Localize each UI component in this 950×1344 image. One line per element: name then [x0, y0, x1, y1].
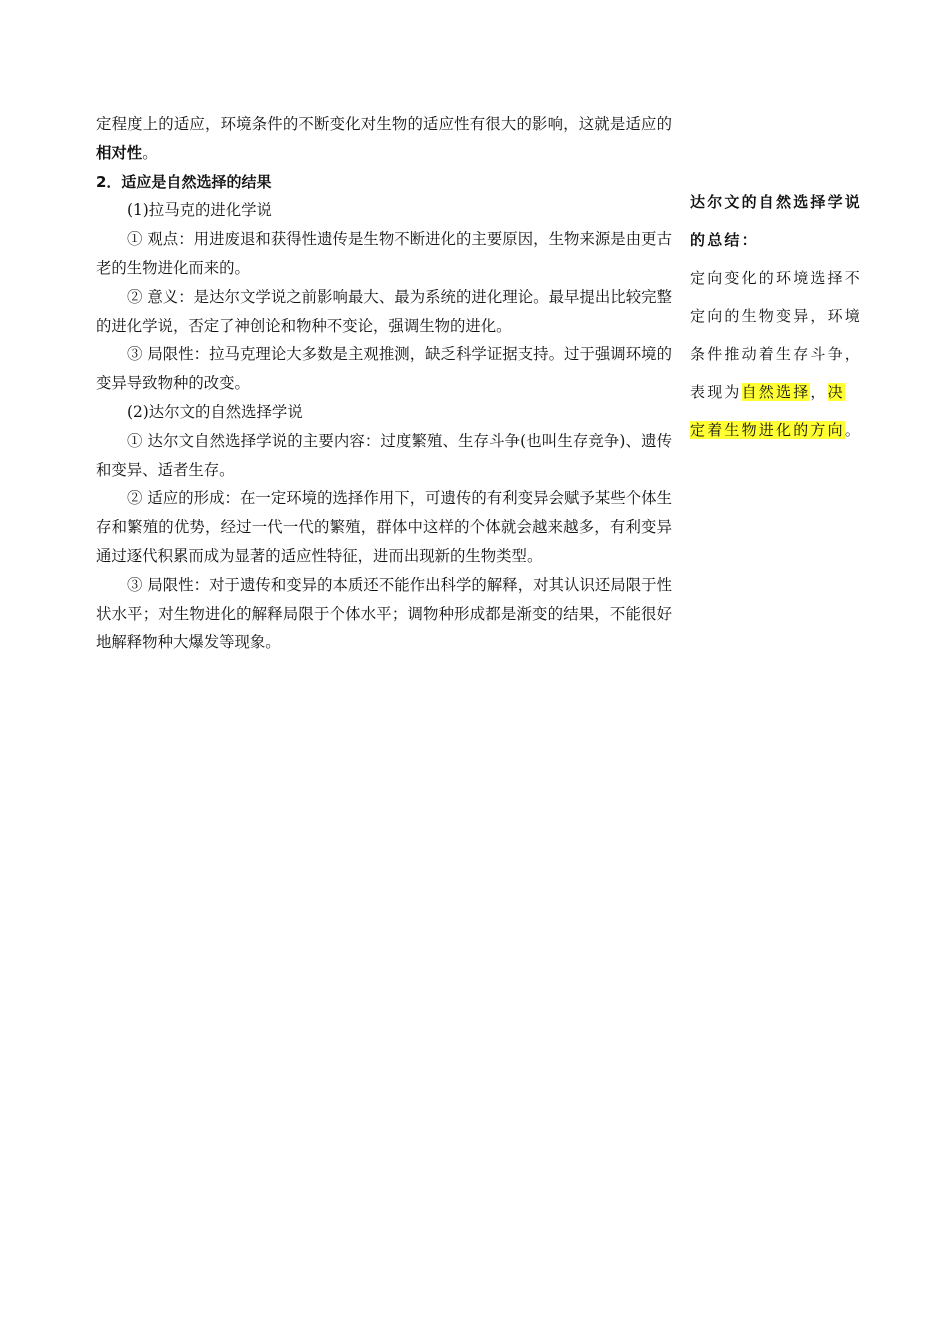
section-heading-2: 2．适应是自然选择的结果 [96, 172, 272, 191]
main-text [96, 110, 672, 657]
sidebar-note [690, 183, 862, 449]
darwin-content: ① 达尔文自然选择学说的主要内容：过度繁殖、生存斗争(也叫生存竞争)、遗传和变异、适者生存。 [96, 431, 672, 479]
sidebar-title: 达尔文的自然选择学说的总结： [690, 193, 863, 249]
highlight-natural-selection: 自然选择 [741, 383, 811, 401]
lamarck-limitation: ③ 局限性：拉马克理论大多数是主观推测，缺乏科学证据支持。过于强调环境的变异导致物种的改变。 [96, 345, 672, 393]
highlight-evolution-direction: 决定着生物进化的方向 [690, 383, 845, 439]
darwin-title: (2)达尔文的自然选择学说 [127, 402, 303, 421]
lamarck-significance: ② 意义：是达尔文学说之前影响最大、最为系统的进化理论。最早提出比较完整的进化学说，否定了神创论和物种不变论，强调生物的进化。 [96, 287, 672, 335]
lamarck-viewpoint: ① 观点：用进废退和获得性遗传是生物不断进化的主要原因，生物来源是由更古老的生物进化而来的。 [96, 230, 672, 277]
darwin-limitation: ③ 局限性：对于遗传和变异的本质还不能作出科学的解释，对其认识还局限于性状水平；对生物进化的解释局限于个体水平；调物种形成都是渐变的结果，不能很好地解释物种大爆发等现象。 [96, 575, 672, 652]
darwin-adaptation-formation: ② 适应的形成：在一定环境的选择作用下，可遗传的有利变异会赋予某些个体生存和繁殖的优势，经过一代一代的繁殖，群体中这样的个体就会越来越多，有利变异通过逐代积累而成为显著的适应性特征，进而出现新的生物类型。 [96, 489, 672, 565]
relativity-term: 相对性 [96, 143, 143, 162]
paragraph-adaptation-relativity: 定程度上的适应，环境条件的不断变化对生物的适应性有很大的影响，这就是适应的相对性。 [96, 115, 672, 162]
lamarck-title: (1)拉马克的进化学说 [127, 201, 272, 220]
sidebar-body: 定向变化的环境选择不定向的生物变异，环境条件推动着生存斗争，表现为自然选择，决定着生物进化的方向。 [690, 269, 863, 439]
